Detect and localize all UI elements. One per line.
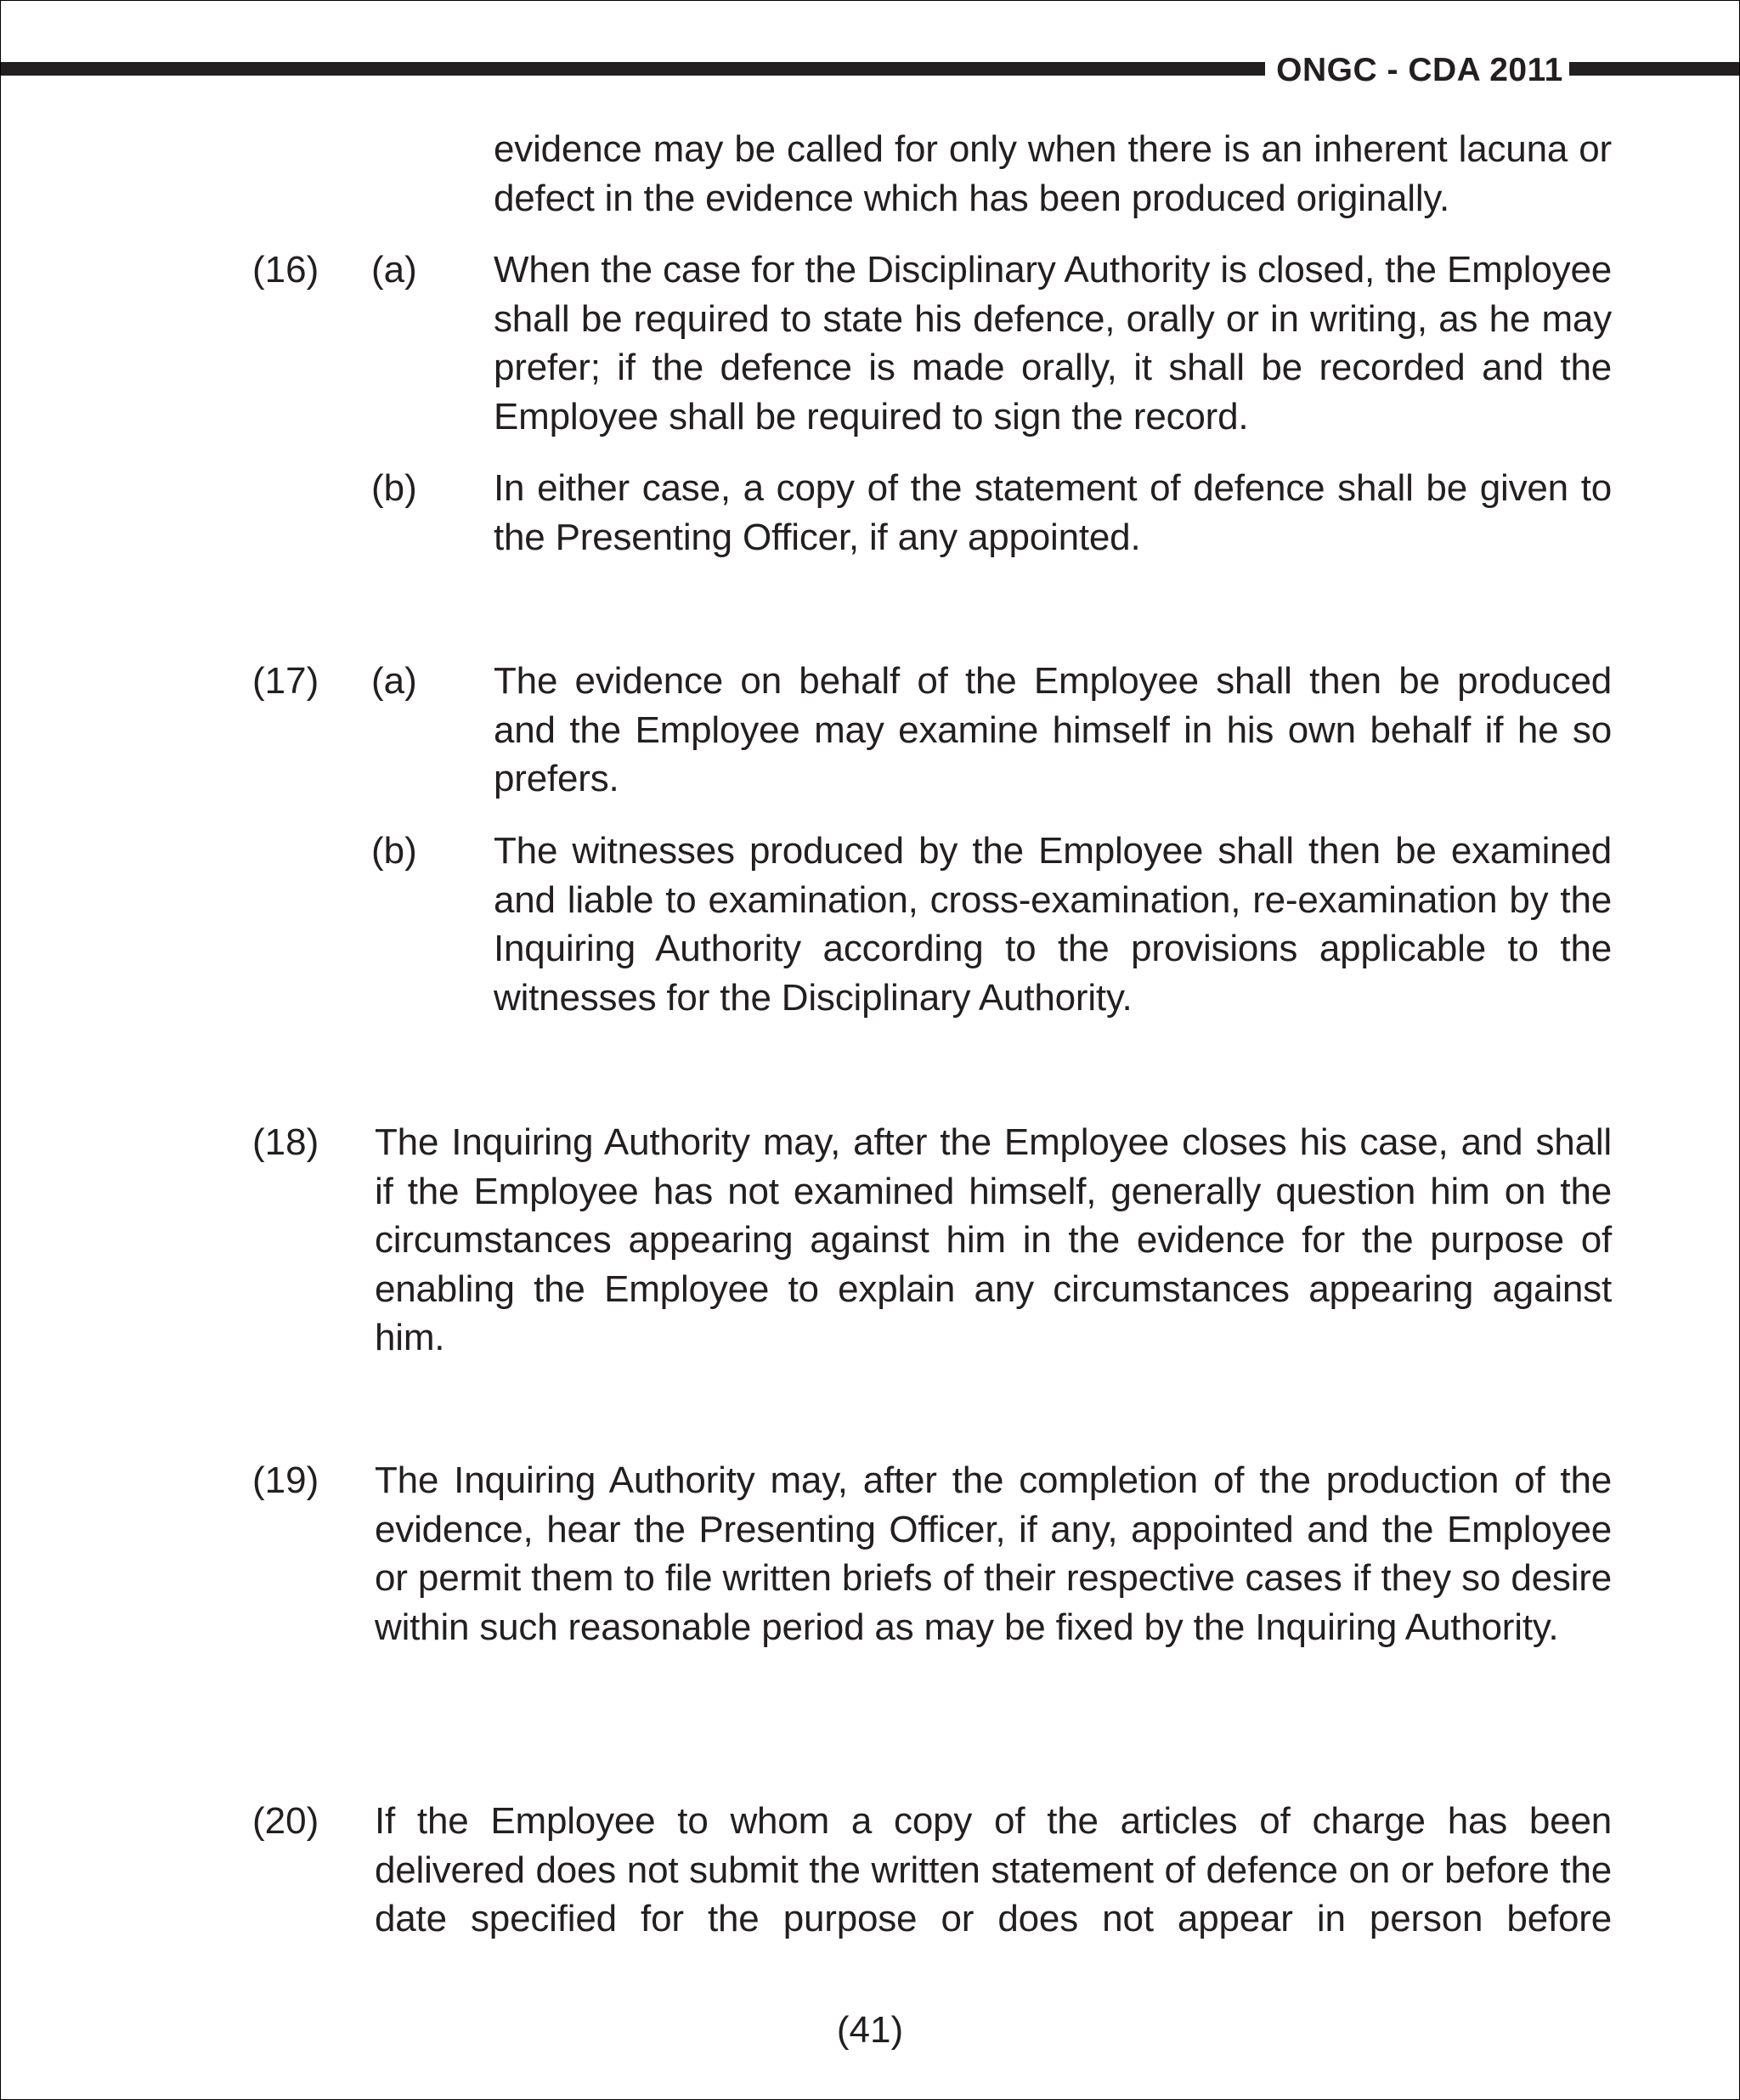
clause-17a-letter: (a) <box>371 660 417 702</box>
continuation-paragraph: evidence may be called for only when there is an inherent lacuna or defect in the evidence which has been produced originally. <box>494 128 1612 219</box>
clause-16-number: (16) <box>252 249 319 291</box>
header-rule-left <box>1 62 1265 76</box>
header-title: ONGC - CDA 2011 <box>1276 52 1563 88</box>
clause-20-number: (20) <box>252 1800 319 1842</box>
clause-17b-letter: (b) <box>371 830 417 872</box>
page-number: (41) <box>836 2009 904 2051</box>
clause-16a-text: When the case for the Disciplinary Authority is closed, the Employee shall be required to state his defence, orally or in writing, as he may prefer; if the defence is made orally, it shall be recorded and the Employee shall be required to sign the record. <box>494 249 1612 438</box>
clause-16b-letter: (b) <box>371 467 417 509</box>
clause-19-text: The Inquiring Authority may, after the completion of the production of the evidence, hear the Presenting Officer, if any, appointed and the Employee or permit them to file written briefs of their respective cases if they so desire within such reasonable period as may be fixed by the Inquiring Authority. <box>375 1459 1612 1648</box>
clause-17b-text: The witnesses produced by the Employee shall then be examined and liable to examination, cross-examination, re-examination by the Inquiring Authority according to the provisions applicable to the witnesses for the Disciplinary Authority. <box>494 830 1612 1019</box>
clause-18-text: The Inquiring Authority may, after the Employee closes his case, and shall if the Employee has not examined himself, generally question him on the circumstances appearing against him in the evidence for the purpose of enabling the Employee to explain any circumstances appearing against him. <box>375 1121 1612 1358</box>
clause-18-number: (18) <box>252 1121 319 1163</box>
clause-17a-text: The evidence on behalf of the Employee shall then be produced and the Employee may examine himself in his own behalf if he so prefers. <box>494 660 1612 799</box>
clause-17-number: (17) <box>252 660 319 702</box>
header-rule-right <box>1569 62 1740 76</box>
clause-19-number: (19) <box>252 1459 319 1501</box>
clause-16b-text: In either case, a copy of the statement of defence shall be given to the Presenting Officer, if any appointed. <box>494 467 1612 558</box>
clause-20-text: If the Employee to whom a copy of the articles of charge has been delivered does not submit the written statement of defence on or before the date specified for the purpose or does not appear in person before <box>375 1800 1612 1939</box>
clause-16a-letter: (a) <box>371 249 417 291</box>
